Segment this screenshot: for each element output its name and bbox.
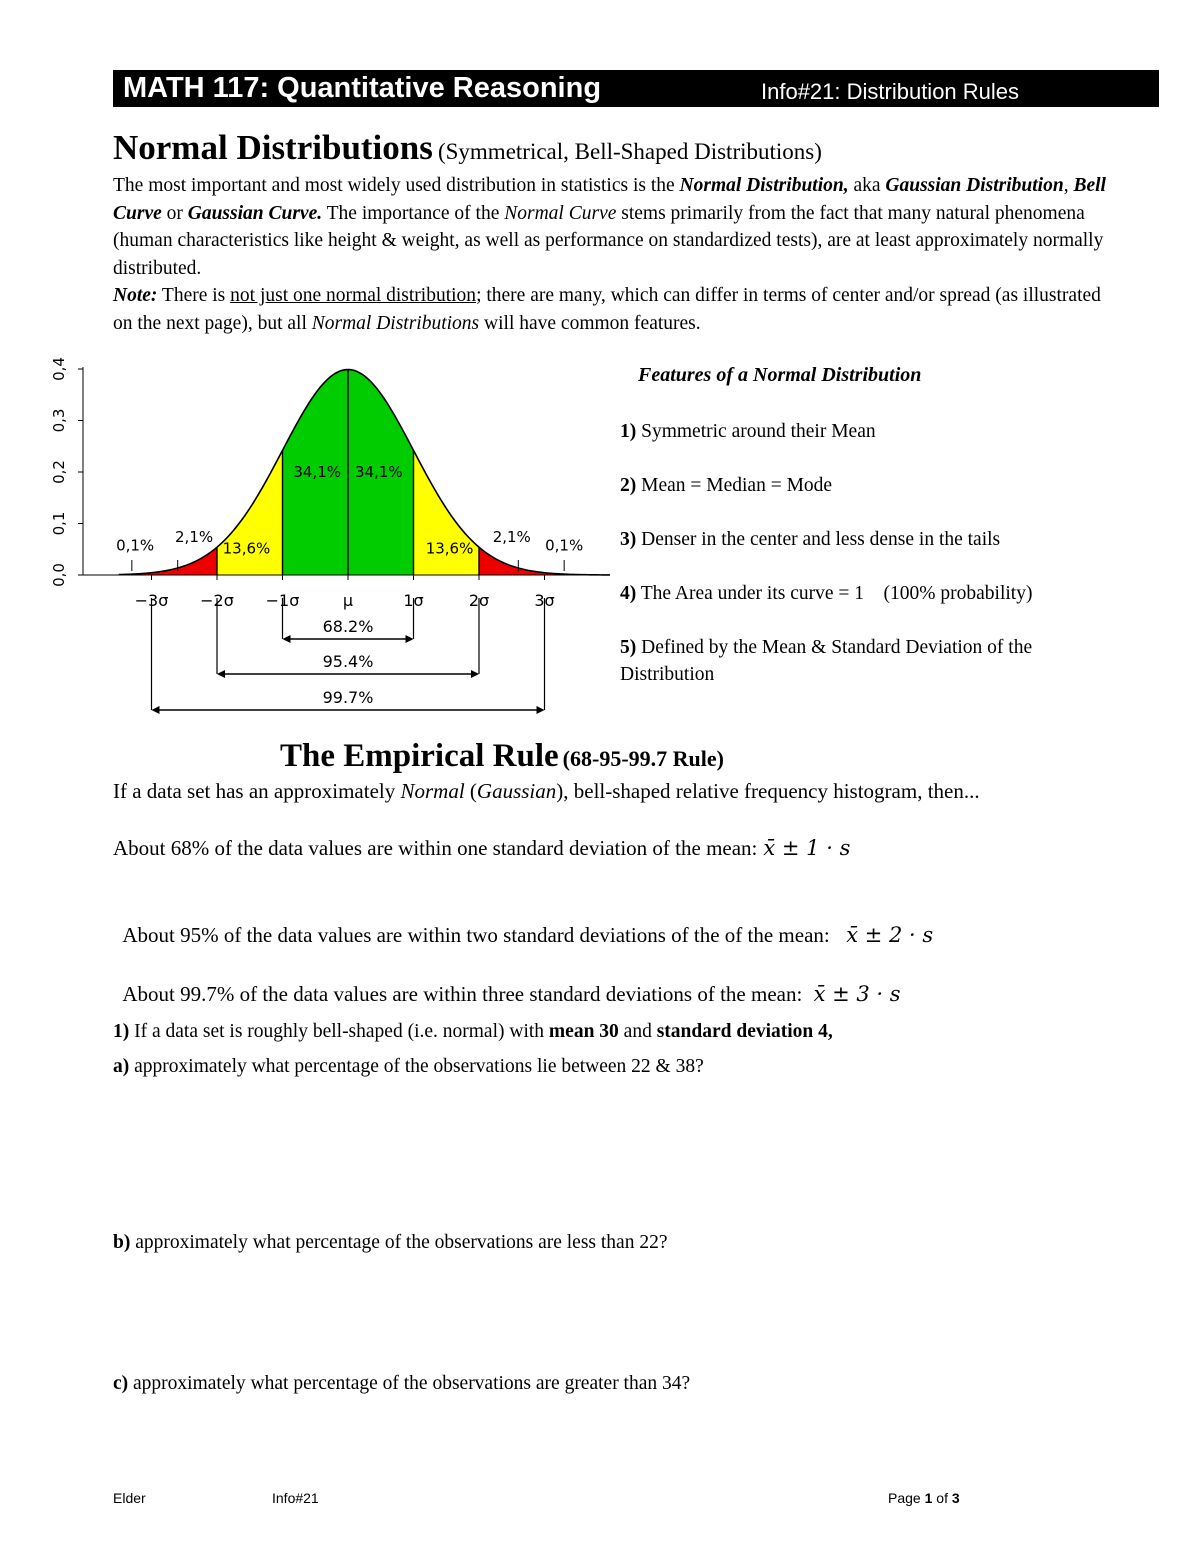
span-label: 99.7% xyxy=(322,688,374,707)
note-label: Note: xyxy=(113,285,158,306)
feature-number: 5) xyxy=(620,637,637,658)
question-mean: mean 30 xyxy=(548,1021,619,1042)
question-1b xyxy=(113,1232,667,1254)
empirical-rule-subtitle: (68-95-99.7 Rule) xyxy=(562,746,724,771)
course-title: MATH 117: Quantitative Reasoning xyxy=(123,72,602,104)
page-total: 3 xyxy=(951,1490,960,1506)
term-gaussian: Gaussian xyxy=(476,779,557,803)
term-gaussian-distribution: Gaussian Distribution xyxy=(885,175,1064,196)
term-normal: Normal xyxy=(400,779,465,803)
rule-text: About 68% of the data values are within one standard deviation of the mean: xyxy=(113,836,758,860)
normal-distribution-chart xyxy=(40,350,620,720)
span-label: 68.2% xyxy=(322,617,374,636)
span-arrowhead-right xyxy=(471,670,479,678)
region-percent-label: 13,6% xyxy=(425,539,474,558)
note-underlined: not just one normal distribution xyxy=(230,285,477,306)
note-text: There is xyxy=(157,285,231,306)
y-tick-label: 0,4 xyxy=(50,357,68,381)
feature-text: Defined by the Mean & Standard Deviation of the Distribution xyxy=(620,637,1033,685)
x-tick-label: 3σ xyxy=(534,591,555,610)
part-label: c) xyxy=(113,1373,129,1394)
span-arrowhead-left xyxy=(217,670,225,678)
rule-formula: x̄ ± 3 · s xyxy=(813,982,901,1006)
feature-text: Symmetric around their Mean xyxy=(636,421,876,442)
intro-text: or xyxy=(161,202,188,224)
feature-item xyxy=(620,526,1130,553)
question-text: and xyxy=(618,1021,657,1042)
feature-number: 4) xyxy=(620,583,637,604)
intro-text: stems primarily from the fact that many natural phenomena (human characteristics like height & weight, as well as performance on standardized tests), are at least approximately normally distributed. xyxy=(113,202,1104,279)
rule-text: About 95% of the data values are within two standard deviations of the of the mean: xyxy=(122,923,841,947)
region-percent-label: 2,1% xyxy=(175,528,214,547)
footer-info: Info#21 xyxy=(272,1490,319,1506)
term-gaussian-curve: Gaussian Curve. xyxy=(187,202,323,224)
rule-95 xyxy=(113,898,933,948)
span-label: 95.4% xyxy=(322,652,374,671)
page-number: 1 xyxy=(924,1490,933,1506)
rule-68 xyxy=(113,836,850,861)
empirical-rule-heading xyxy=(280,738,724,775)
intro-text: aka xyxy=(848,175,886,196)
part-text: approximately what percentage of the observations are greater than 34? xyxy=(128,1373,691,1394)
question-text: If a data set is roughly bell-shaped (i.e. normal) with xyxy=(129,1021,549,1042)
section-title: Normal Distributions xyxy=(113,128,433,167)
x-tick-label: −2σ xyxy=(200,591,234,610)
footer-author: Elder xyxy=(113,1490,146,1506)
question-1c xyxy=(113,1373,690,1395)
rule-997 xyxy=(113,957,901,1007)
feature-text: Mean = Median = Mode xyxy=(636,475,833,496)
term-normal-distributions: Normal Distributions xyxy=(311,312,480,334)
empirical-rule-title: The Empirical Rule xyxy=(280,738,559,774)
y-tick-label: 0,1 xyxy=(50,511,68,536)
note-text: will have common features. xyxy=(479,312,701,334)
x-tick-label: 2σ xyxy=(468,591,490,610)
part-label: a) xyxy=(113,1056,130,1077)
region-percent-label: 34,1% xyxy=(293,463,342,482)
section-subtitle: (Symmetrical, Bell-Shaped Distributions) xyxy=(437,139,822,164)
y-tick-label: 0,0 xyxy=(50,563,68,587)
part-label: b) xyxy=(113,1232,131,1253)
feature-item xyxy=(620,634,1130,688)
note-text: ; there are many, which can differ in terms of center and/or spread (as illustrated on the next page), but all xyxy=(113,285,1101,334)
footer-page xyxy=(888,1490,960,1506)
intro-text: ), bell-shaped relative frequency histogram, then... xyxy=(556,779,980,803)
term-normal-curve: Normal Curve xyxy=(504,202,617,224)
x-tick-label: −1σ xyxy=(265,591,300,610)
intro-paragraph xyxy=(113,172,1123,337)
span-arrowhead-right xyxy=(406,635,414,643)
header-bar xyxy=(113,70,1159,107)
feature-item xyxy=(620,580,1130,607)
intro-text: If a data set has an approximately xyxy=(113,779,401,803)
intro-text: , xyxy=(1063,175,1074,196)
features-title: Features of a Normal Distribution xyxy=(638,364,922,386)
question-number: 1) xyxy=(113,1021,130,1042)
span-arrowhead-left xyxy=(152,706,160,714)
part-text: approximately what percentage of the observations are less than 22? xyxy=(130,1232,668,1253)
info-sheet-title: Info#21: Distribution Rules xyxy=(761,79,1020,104)
span-arrowhead-right xyxy=(537,706,545,714)
span-arrowhead-left xyxy=(283,635,291,643)
percentage-spans xyxy=(152,598,545,714)
page-of: of xyxy=(932,1490,952,1506)
empirical-rule-intro xyxy=(113,778,1123,806)
rule-text: About 99.7% of the data values are within three standard deviations of the mean: xyxy=(122,982,808,1006)
page-prefix: Page xyxy=(888,1490,925,1506)
feature-number: 3) xyxy=(620,529,637,550)
rule-formula: x̄ ± 1 · s xyxy=(763,836,851,860)
part-text: approximately what percentage of the observations lie between 22 & 38? xyxy=(129,1056,704,1077)
region-percent-label: 2,1% xyxy=(492,528,531,547)
y-tick-label: 0,3 xyxy=(50,408,68,433)
question-1a xyxy=(113,1056,704,1078)
y-tick-label: 0,2 xyxy=(50,460,68,484)
term-bell-curve: Bell Curve xyxy=(113,175,1106,224)
normal-distributions-heading xyxy=(113,128,822,168)
region-percent-label: 13,6% xyxy=(222,539,271,558)
intro-text: The most important and most widely used distribution in statistics is the xyxy=(113,175,680,196)
feature-item xyxy=(620,418,1130,445)
intro-text: ( xyxy=(464,779,477,803)
term-normal-distribution: Normal Distribution, xyxy=(679,175,849,196)
feature-text: Denser in the center and less dense in the tails xyxy=(636,529,1001,550)
feature-item xyxy=(620,472,1130,499)
rule-formula: x̄ ± 2 · s xyxy=(846,923,934,947)
feature-number: 1) xyxy=(620,421,637,442)
x-tick-label: μ xyxy=(342,591,354,610)
question-1 xyxy=(113,1021,833,1043)
feature-text: The Area under its curve = 1 (100% probability) xyxy=(636,583,1033,604)
x-tick-label: 1σ xyxy=(403,591,424,610)
x-tick-label: −3σ xyxy=(134,591,169,610)
intro-text: The importance of the xyxy=(322,202,505,224)
feature-number: 2) xyxy=(620,475,637,496)
region-percent-label: 0,1% xyxy=(116,536,155,555)
question-sd: standard deviation 4, xyxy=(656,1021,833,1042)
region-percent-label: 0,1% xyxy=(545,536,584,555)
region-percent-label: 34,1% xyxy=(354,463,403,482)
